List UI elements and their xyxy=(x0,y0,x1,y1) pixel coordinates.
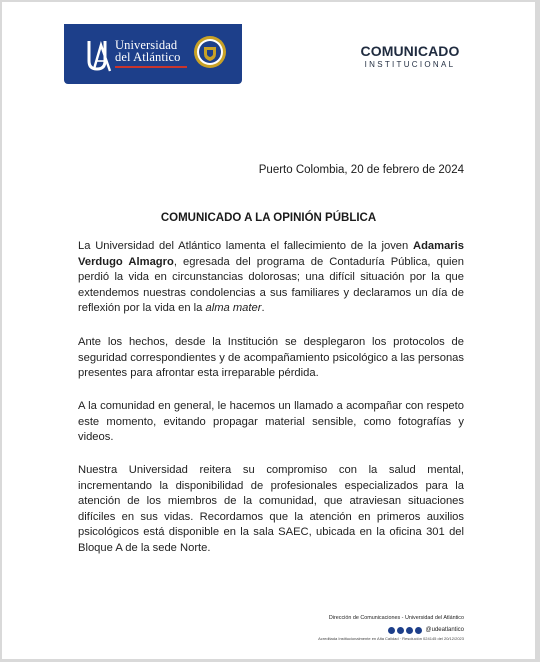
place-date: Puerto Colombia, 20 de febrero de 2024 xyxy=(258,164,464,176)
footer-unit: Dirección de Comunicaciones - Universidad del Atlántico xyxy=(328,615,464,621)
instagram-icon[interactable] xyxy=(406,627,413,634)
paragraph-1 xyxy=(78,239,464,317)
footer-accreditation: Acreditada Institucionalmente en Alta Calidad · Resolución 024145 del 20/12/2023 xyxy=(318,636,464,641)
youtube-icon[interactable] xyxy=(415,627,422,634)
paragraph-1-end: . xyxy=(261,302,265,315)
footer-social-row xyxy=(374,625,464,635)
paragraph-2: Ante los hechos, desde la Institución se desplegaron los protocolos de seguridad correspondientes y de acompañamiento psicológico a las personas presentes para afrontar esta irreparable pérdida. xyxy=(78,336,464,380)
university-name: Universidad del Atlántico xyxy=(115,38,181,64)
social-handle[interactable]: @udeatlantico xyxy=(425,627,464,633)
alma-mater-emphasis: alma mater xyxy=(205,302,262,315)
deceased-name: Adamaris Verdugo Almagro xyxy=(78,240,464,268)
document-page xyxy=(2,2,535,659)
document-heading: COMUNICADO A LA OPINIÓN PÚBLICA xyxy=(160,212,377,224)
brand-underline xyxy=(115,66,187,68)
twitter-icon[interactable] xyxy=(397,627,404,634)
comunicado-title: COMUNICADO xyxy=(360,43,460,59)
university-seal-icon xyxy=(193,35,227,69)
paragraph-1-start: La Universidad del Atlántico lamenta el fallecimiento de la joven xyxy=(78,240,413,252)
ua-monogram-icon xyxy=(86,39,112,73)
comunicado-subtitle: INSTITUCIONAL xyxy=(364,60,456,69)
paragraph-4: Nuestra Universidad reitera su compromiso con la salud mental, incrementando la disponibilidad de profesionales especializados para la atención de los miembros de la comunidad, que atraviesan situaciones difíciles en sus vidas. Recordamos que la atención en primeros auxilios psicológicos está disponible en la sala SAEC, ubicada en la oficina 301 del Bloque A de la sede Norte. xyxy=(78,464,464,554)
paragraph-1-middle: , egresada del programa de Contaduría Pública, quien perdió la vida en circunstancias dolorosas; una difícil situación por la que extendemos nuestras condolencias a sus familiares y declaramos un día de reflexión por la vida en la xyxy=(78,255,464,315)
facebook-icon[interactable] xyxy=(388,627,395,634)
paragraph-3: A la comunidad en general, le hacemos un llamado a acompañar con respeto este momento, evitando propagar material sensible, como fotografías y videos. xyxy=(78,400,464,444)
